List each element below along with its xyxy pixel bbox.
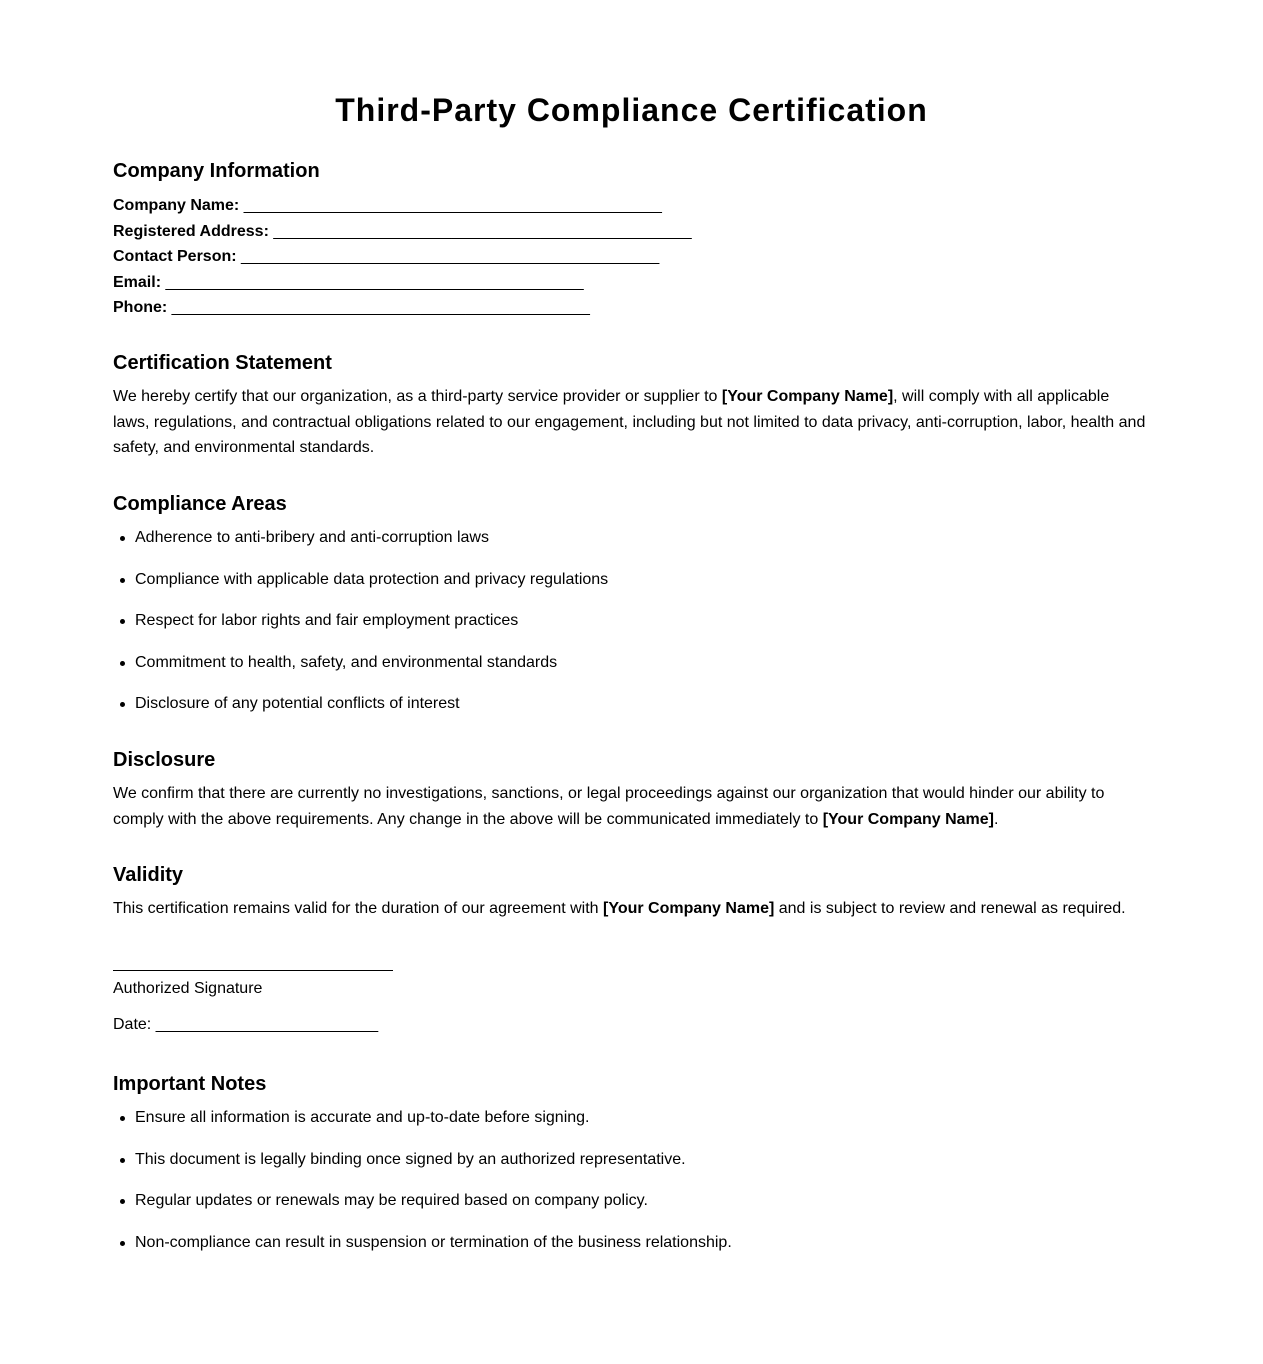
certification-text-after: , will comply with all applicable laws, regulations, and contractual obligations related to our engagement, including but not limited to data privacy, anti-corruption, labor, health and safety, and environmental standards.: [113, 388, 1146, 456]
registered-address-label: Registered Address:: [113, 223, 269, 240]
certification-text-before: We hereby certify that our organization, as a third-party service provider or supplier to: [113, 388, 722, 405]
email-blank: _______________________________________________: [165, 274, 584, 291]
company-info-heading: Company Information: [113, 160, 320, 182]
disclosure-text-after: .: [993, 810, 999, 828]
date-label: Date:: [113, 1016, 152, 1033]
disclosure-paragraph: [113, 781, 1150, 832]
signature-line: [113, 970, 393, 971]
registered-address-field: [113, 222, 692, 242]
signature-label: Authorized Signature: [113, 980, 263, 997]
company-placeholder: [Your Company Name]: [822, 810, 994, 828]
compliance-areas-list: [113, 528, 608, 736]
phone-field: [113, 298, 590, 318]
email-label: Email:: [113, 274, 162, 291]
list-item: Adherence to anti-bribery and anti-corruption laws: [113, 528, 608, 548]
important-notes-heading: Important Notes: [113, 1073, 267, 1095]
certification-heading: Certification Statement: [113, 352, 332, 374]
date-blank: _________________________: [155, 1016, 379, 1033]
disclosure-text-before: We confirm that there are currently no investigations, sanctions, or legal proceedings against our organization that would hinder our ability to comply with the above requirements. Any change in the above will be communicated immediately to: [113, 785, 1105, 828]
validity-text-after: and is subject to review and renewal as required.: [774, 900, 1126, 917]
list-item: This document is legally binding once signed by an authorized representative.: [113, 1150, 732, 1170]
list-item: Disclosure of any potential conflicts of interest: [113, 694, 608, 714]
list-item: Compliance with applicable data protection and privacy regulations: [113, 570, 608, 590]
list-item: Regular updates or renewals may be required based on company policy.: [113, 1191, 732, 1211]
company-name-field: [113, 196, 662, 216]
compliance-areas-heading: Compliance Areas: [113, 493, 287, 515]
certification-paragraph: [113, 384, 1150, 461]
document-title: Third-Party Compliance Certification: [335, 92, 928, 128]
company-name-blank: _______________________________________________: [243, 197, 662, 214]
validity-heading: Validity: [113, 864, 184, 886]
list-item: Non-compliance can result in suspension or termination of the business relationship.: [113, 1233, 732, 1253]
date-field: [113, 1015, 378, 1035]
company-placeholder: [Your Company Name]: [721, 388, 894, 405]
phone-blank: _______________________________________________: [171, 299, 590, 316]
list-item: Commitment to health, safety, and environmental standards: [113, 653, 608, 673]
email-field: [113, 273, 584, 293]
important-notes-list: [113, 1108, 732, 1274]
contact-person-field: [113, 247, 659, 267]
contact-person-blank: _______________________________________________: [241, 248, 660, 265]
disclosure-heading: Disclosure: [113, 749, 216, 771]
list-item: Respect for labor rights and fair employment practices: [113, 611, 608, 631]
contact-person-label: Contact Person:: [113, 248, 237, 265]
company-name-label: Company Name:: [113, 197, 240, 214]
phone-label: Phone:: [113, 299, 168, 316]
company-placeholder: [Your Company Name]: [603, 900, 775, 917]
list-item: Ensure all information is accurate and up-to-date before signing.: [113, 1108, 732, 1128]
validity-text-before: This certification remains valid for the duration of our agreement with: [113, 900, 604, 917]
registered-address-blank: _______________________________________________: [273, 223, 692, 240]
validity-paragraph: [113, 896, 1150, 922]
